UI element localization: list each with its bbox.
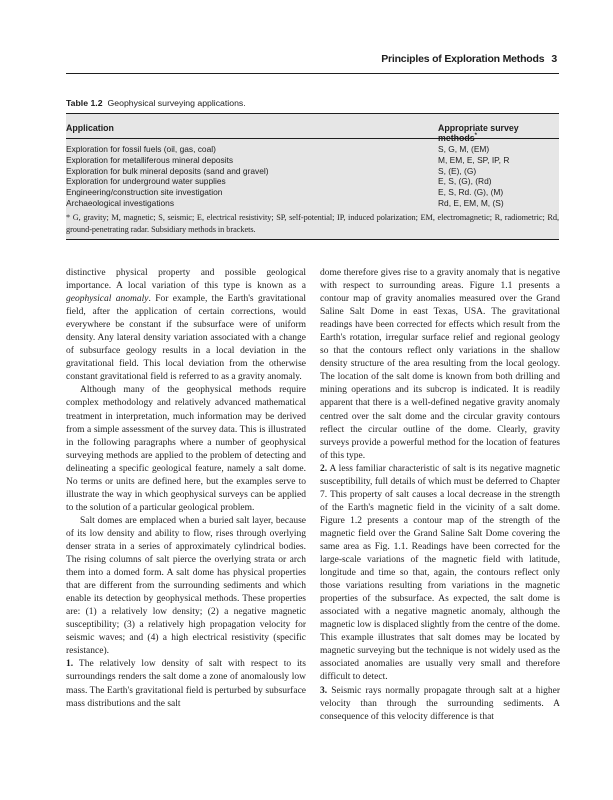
paragraph [320,685,560,724]
paragraph [320,463,560,685]
paragraph [66,267,306,384]
header-rule [66,73,559,74]
paragraph-text: . For example, the Earth's gravitational field, after the application of certain corrections, would everywhere be constant if the subsurface were of uniform density. Any lateral density variation associated with a change of subsurface geology results in a local deviation in the gravitational field. This local deviation from the otherwise constant gravitational field is referred to as a gravity anomaly. [66,294,307,383]
header-methods-text: Appropriate survey methods [438,123,519,143]
table-row [66,155,559,166]
paragraph-text: distinctive physical property and possible geological importance. A local variation of this type is known as a [66,268,306,292]
cell-methods: S, (E), (G) [438,165,477,176]
cell-application: Archaeological investigations [66,197,175,208]
table-row [66,187,559,198]
cell-application: Exploration for underground water supplies [66,176,226,187]
list-number: 3. [320,685,328,696]
running-head [381,53,557,65]
cell-application: Exploration for fossil fuels (oil, gas, coal) [66,144,216,154]
table-row [66,166,559,177]
cell-application: Engineering/construction site investigation [66,187,223,198]
table-caption-text: Geophysical surveying applications. [107,98,246,108]
paragraph-text: Seismic rays normally propagate through salt at a higher velocity than through the surrounding sediments. A consequence of this velocity difference is that [320,685,560,722]
cell-application: Exploration for bulk mineral deposits (sand and gravel) [66,165,269,176]
table-footnote: * G, gravity; M, magnetic; S, seismic; E, electrical resistivity; SP, self-potential; IP, induced polarization; EM, electromagnetic; R, radiometric; Rd, ground-penetrating radar. Subsidiary methods in brackets. [66,213,559,235]
header-methods [438,123,559,143]
running-head-title: Principles of Exploration Methods [381,53,545,65]
table-row [66,144,559,155]
header-application: Application [66,123,114,133]
body-column-right [320,267,560,724]
body-column-left [66,267,306,711]
table-label: Table 1.2 [66,98,103,108]
paragraph: Although many of the geophysical methods require complex methodology and relatively advanced mathematical treatment in interpretation, much information may be derived from a simple assessment of the survey data. This is illustrated in the following paragraphs where a number of geophysical surveying methods are applied to the problem of detecting and delineating a specific geological feature, namely a salt dome. No terms or units are defined here, but the examples serve to illustrate the way in which geophysical surveys can be applied to the solution of a particular geological problem. [66,385,306,513]
table-caption [66,98,246,108]
key-term: geophysical anomaly [66,294,149,305]
paragraph: dome therefore gives rise to a gravity anomaly that is negative with respect to surrounding areas. Figure 1.1 presents a contour map of gravity anomalies measured over the Grand Saline Salt Dome in east Texas, USA. The gravitational readings have been corrected for effects which result from the Earth's rotation, irregular surface relief and regional geology so that the contours reflect only variations in the shallow density structure of the area resulting from the local geology. The location of the salt dome is known from both drilling and mining operations and its subcrop is indicated. It is readily apparent that there is a well-defined negative gravity anomaly centred over the salt dome and the circular gravity contours reflect the circular outline of the dome. Clearly, gravity surveys provide a powerful method for the location of features of this type. [320,268,560,461]
header-methods-marker: * [474,133,478,140]
page-number: 3 [551,53,557,65]
cell-methods: E, S, (G), (Rd) [438,176,492,187]
paragraph-text: A less familiar characteristic of salt is its negative magnetic susceptibility, full details of which must be deferred to Chapter 7. This property of salt causes a local decrease in the strength of the Earth's magnetic field in the vicinity of a salt dome. Figure 1.2 presents a contour map of the strength of the magnetic field over the Grand Saline Salt Dome covering the same area as Fig. 1.1. Readings have been corrected for the large-scale variations of the magnetic field with latitude, longitude and time so that, again, the contours reflect only those variations resulting from variations in the magnetic properties of the subsurface. As expected, the salt dome is associated with a negative magnetic anomaly, although the magnetic low is displaced slightly from the centre of the dome. This example illustrates that salt domes may be located by magnetic surveying but the technique is not widely used as the associated anomalies are usually very small and therefore difficult to detect. [320,463,560,683]
survey-applications-table [66,113,559,240]
cell-methods: Rd, E, EM, M, (S) [438,197,504,208]
paragraph [66,658,306,710]
cell-methods: S, G, M, (EM) [438,144,490,154]
cell-application: Exploration for metalliferous mineral deposits [66,154,234,165]
table-header-rule [66,138,559,139]
list-number: 1. [66,659,74,670]
cell-methods: E, S, Rd. (G), (M) [438,187,504,198]
table-row [66,176,559,187]
cell-methods: M, EM, E, SP, IP, R [438,154,510,165]
table-body [66,144,559,209]
paragraph-text: The relatively low density of salt with respect to its surroundings renders the salt dome a zone of anomalously low mass. The Earth's gravitational field is perturbed by subsurface mass distributions and the salt [66,659,306,709]
list-number: 2. [320,463,328,474]
table-row [66,198,559,209]
paragraph: Salt domes are emplaced when a buried salt layer, because of its low density and ability to flow, rises through overlying denser strata in a series of approximately cylindrical bodies. The rising columns of salt pierce the overlying strata or arch them into a domed form. A salt dome has physical properties that are different from the surrounding sediments and which enable its detection by geophysical methods. These properties are: (1) a relatively low density; (2) a negative magnetic susceptibility; (3) a relatively high propagation velocity for seismic waves; and (4) a high electrical resistivity (specific resistance). [66,515,306,657]
